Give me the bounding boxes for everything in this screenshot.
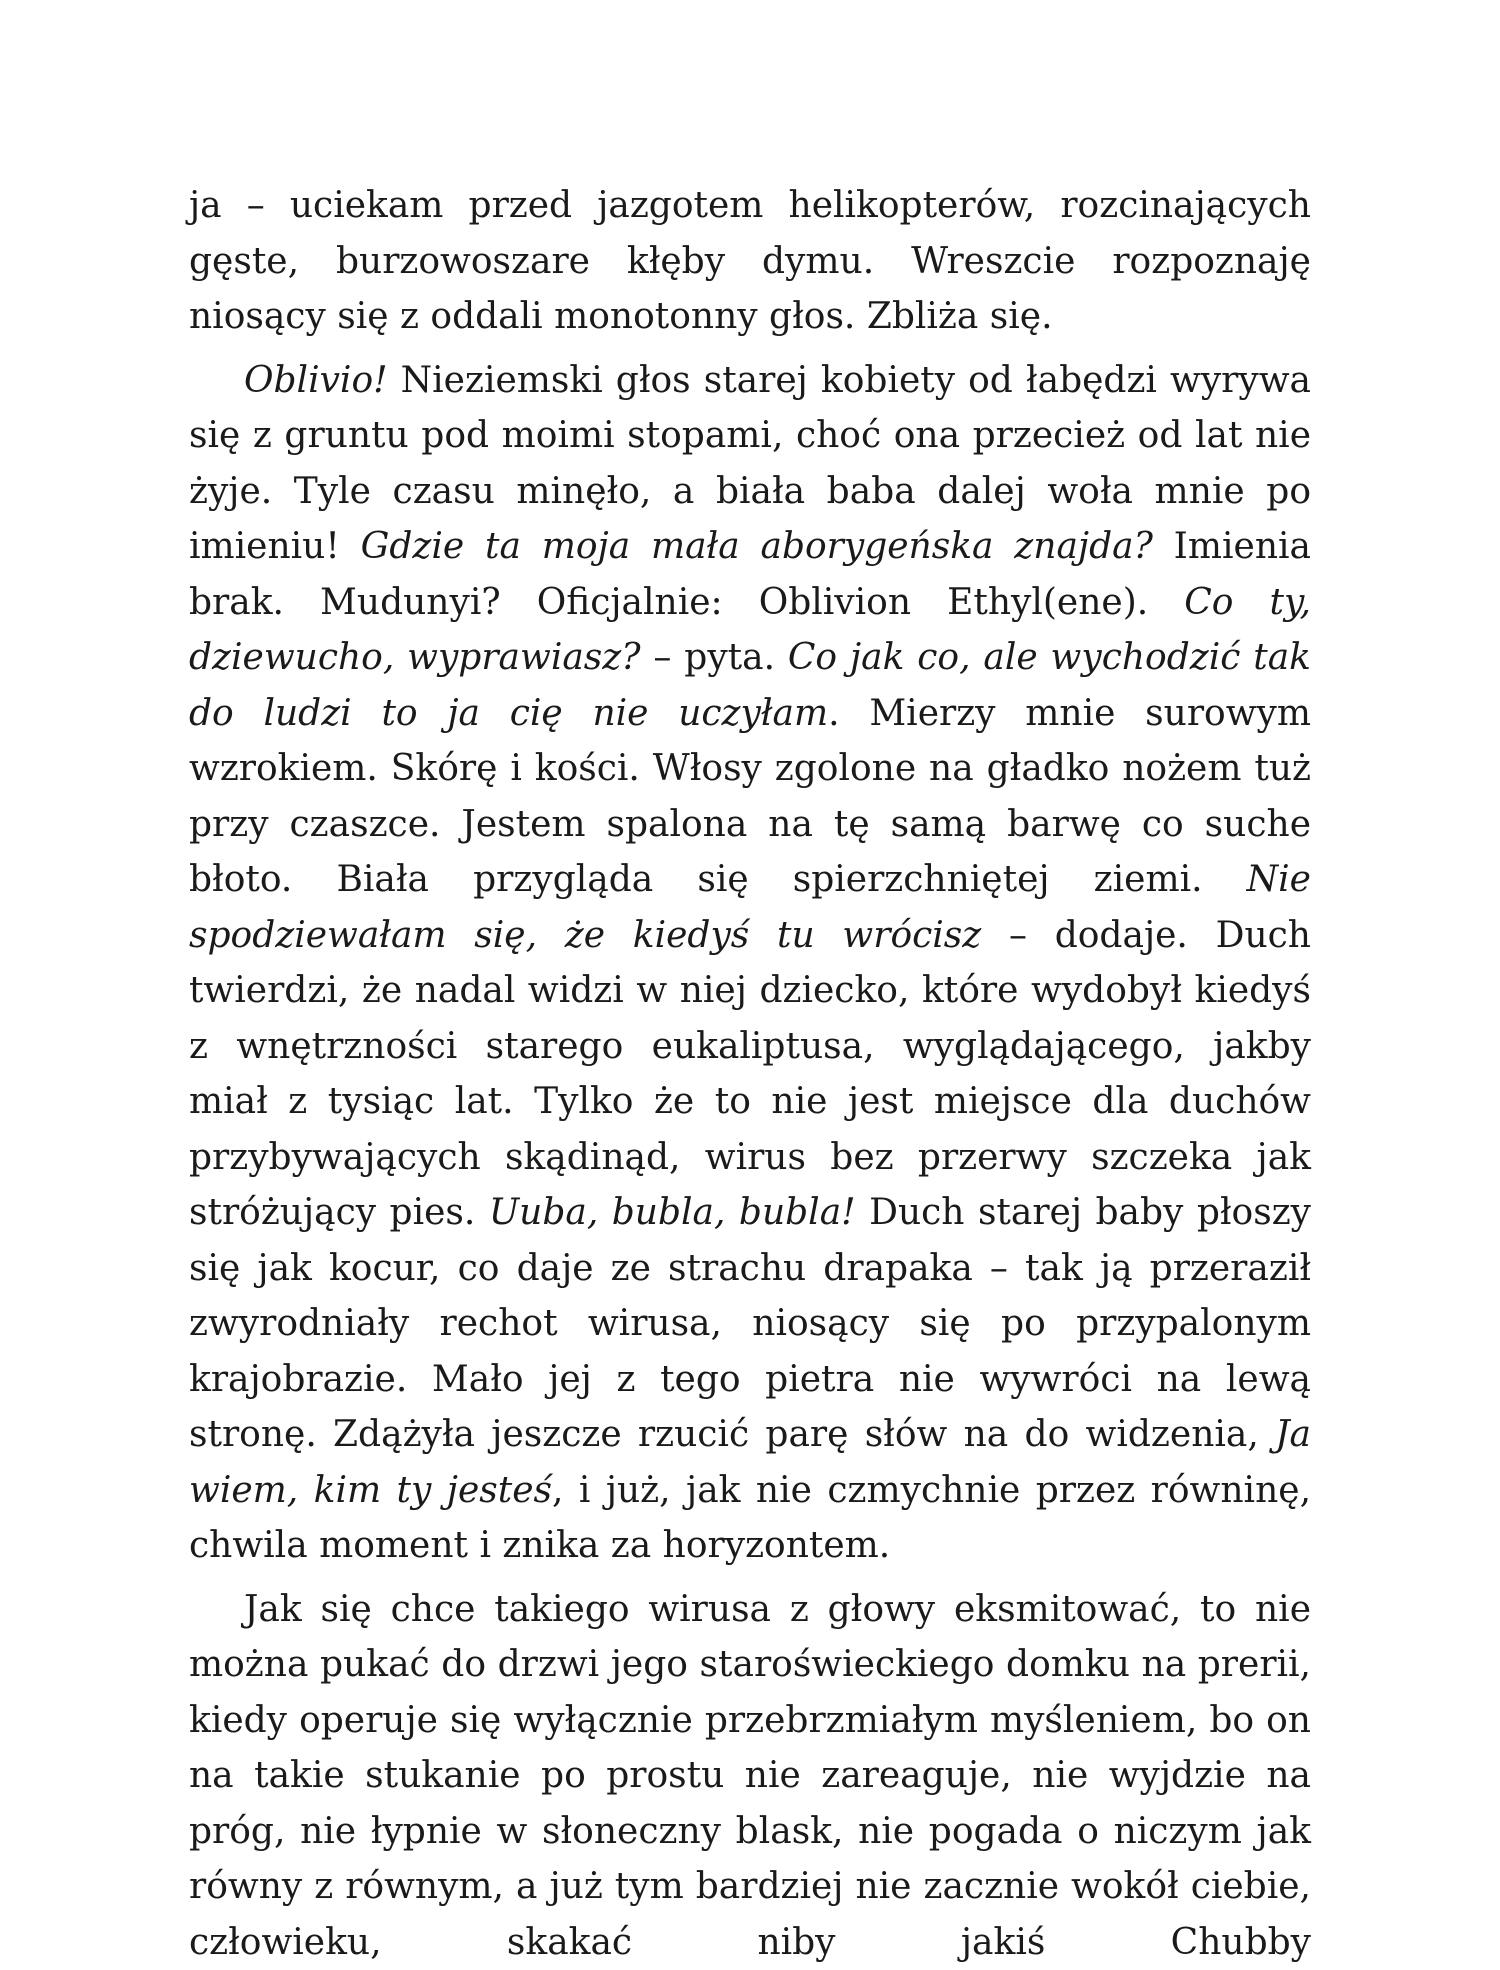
paragraph-2-text-c: – pyta.	[641, 637, 788, 678]
paragraph-2-text-e: – dodaje. Duch twierdzi, że nadal widzi w niej dziecko, które wydobył kiedyś z wnętrzności starego eukaliptusa, wyglądającego, jakby miał z tysiąc lat. Tylko że to nie jest miejsce dla duchów przybywających skądinąd, wirus bez przerwy szczeka jak stróżujący pies.	[189, 915, 1311, 1234]
quote-co-jak-co: Co jak co, ale wychodzić tak do ludzi to ja cię nie uczyłam	[189, 637, 1311, 734]
paragraph-2-text-b: Imienia brak. Mudunyi? Oficjalnie: Oblivion Ethyl(ene).	[189, 526, 1311, 623]
quote-gdzie-ta-moja: Gdzie ta moja mała aborygeńska znajda?	[361, 526, 1153, 567]
page-body	[189, 178, 1311, 1970]
paragraph-3	[189, 1582, 1311, 1970]
quote-co-ty-dziewucho: Co ty, dziewucho, wyprawiasz?	[189, 582, 1311, 679]
paragraph-2-text-a: Nieziemski głos starej kobiety od łabędzi wyrywa się z gruntu pod moimi stopami, choć ona przecież od lat nie żyje. Tyle czasu minęło, a biała baba dalej woła mnie po imieniu!	[189, 360, 1311, 568]
quote-uuba-bubla: Uuba, bubla, bubla!	[489, 1192, 856, 1233]
paragraph-3-text: Jak się chce takiego wirusa z głowy eksmitować, to nie można pukać do drzwi jego staroświeckiego domku na prerii, kiedy operuje się wyłącznie przebrzmiałym myśleniem, bo on na takie stukanie po prostu nie zareaguje, nie wyjdzie na próg, nie łypnie w słoneczny blask, nie pogada o niczym jak równy z równym, a już tym bardziej nie zacznie wokół ciebie, człowieku, skakać niby jakiś Chubby	[189, 1589, 1311, 1963]
quote-ja-wiem: Ja wiem, kim ty jesteś	[189, 1414, 1311, 1511]
paragraph-2	[189, 353, 1311, 1574]
quote-nie-spodziewalam: Nie spodziewałam się, że kiedyś tu wrócisz	[189, 859, 1311, 956]
quote-oblivio: Oblivio!	[244, 360, 388, 401]
paragraph-1-text: ja – uciekam przed jazgotem helikopterów, rozcinających gęste, burzowoszare kłęby dymu. Wreszcie rozpoznaję niosący się z oddali monotonny głos. Zbliża się.	[189, 185, 1311, 337]
paragraph-2-text-g: , i już, jak nie czmychnie przez równinę, chwila moment i znika za horyzontem.	[189, 1470, 1311, 1567]
paragraph-2-text-f: Duch starej baby płoszy się jak kocur, co daje ze strachu drapaka – tak ją przeraził zwyrodniały rechot wirusa, niosący się po przypalonym krajobrazie. Mało jej z tego pietra nie wywróci na lewą stronę. Zdążyła jeszcze rzucić parę słów na do widzenia,	[189, 1192, 1311, 1455]
paragraph-1	[189, 178, 1311, 345]
paragraph-2-text-d: . Mierzy mnie surowym wzrokiem. Skórę i kości. Włosy zgolone na gładko nożem tuż przy czaszce. Jestem spalona na tę samą barwę co suche błoto. Biała przygląda się spierzchniętej ziemi.	[189, 693, 1311, 901]
